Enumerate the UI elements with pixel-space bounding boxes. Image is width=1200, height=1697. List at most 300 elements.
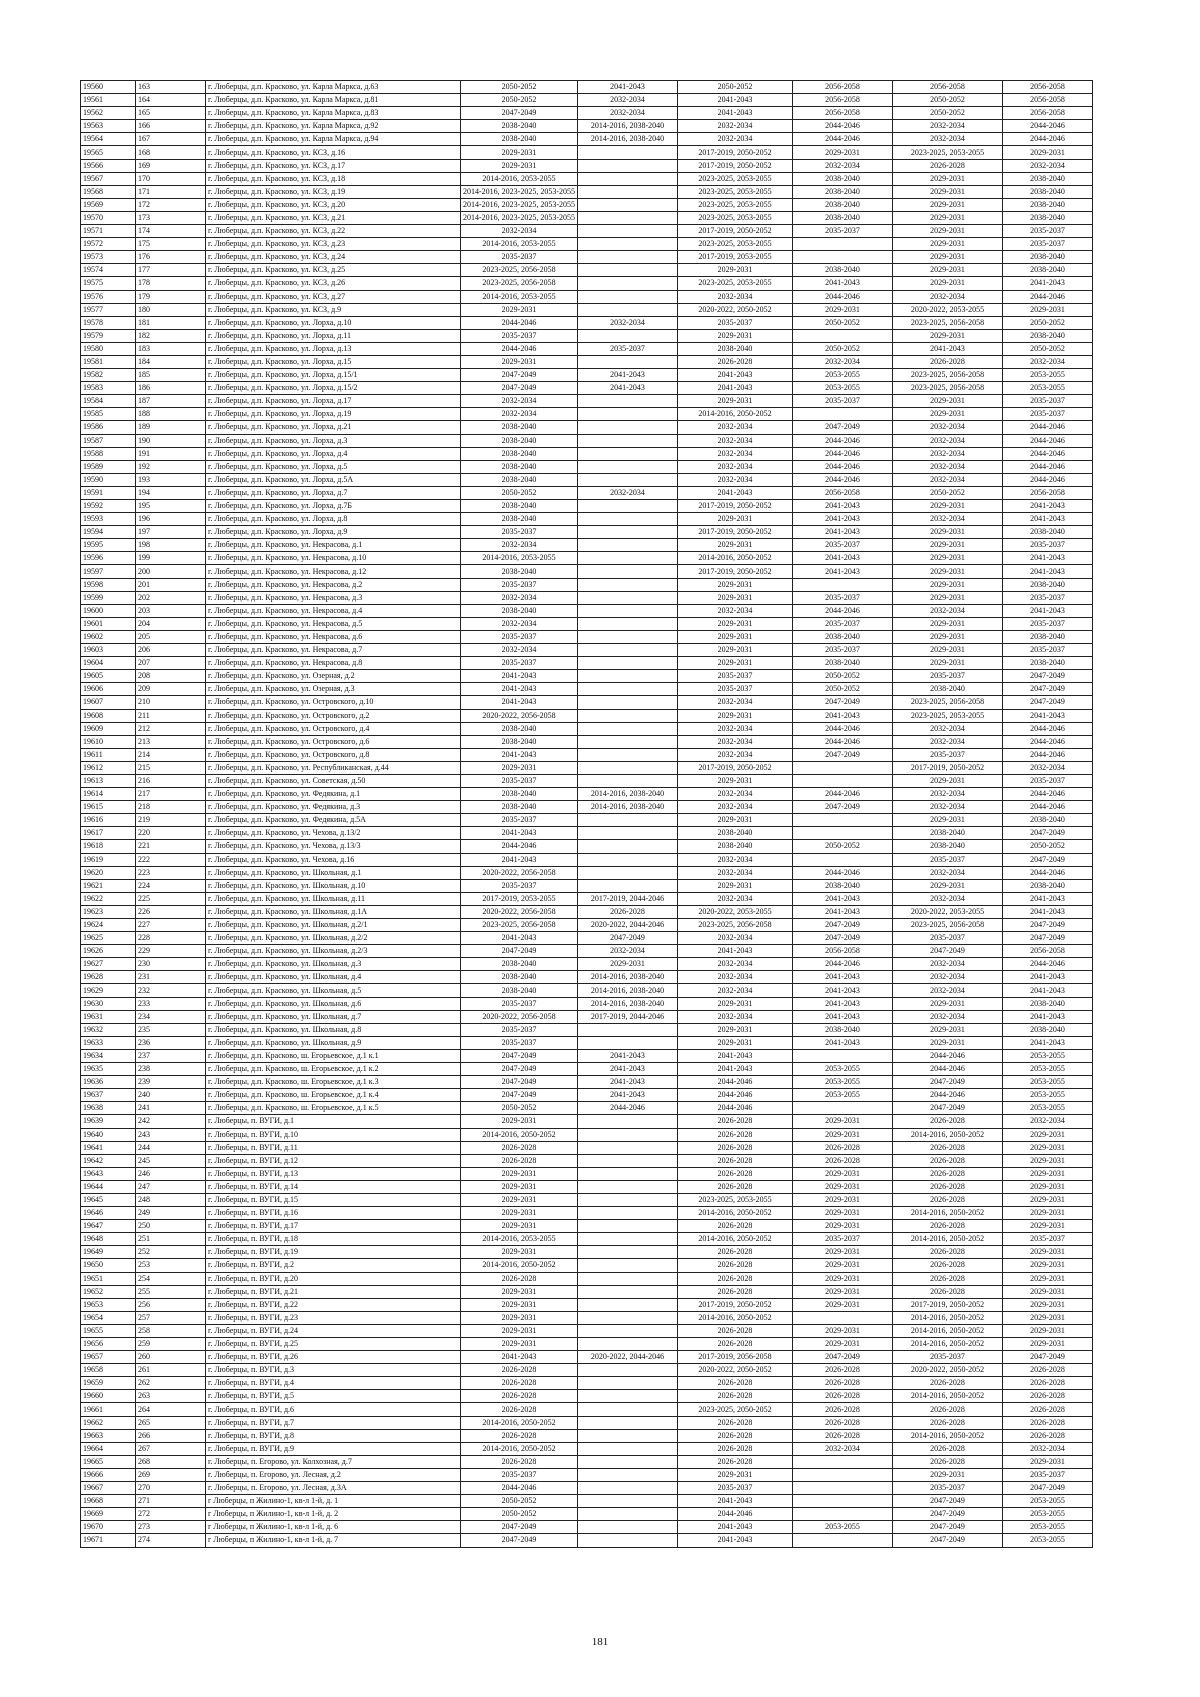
index-cell: 223 — [136, 866, 206, 879]
period-cell: 2032-2034 — [793, 159, 893, 172]
period-cell: 2038-2040 — [461, 447, 578, 460]
index-cell: 256 — [136, 1298, 206, 1311]
index-cell: 165 — [136, 107, 206, 120]
table-row — [81, 735, 1093, 748]
period-cell: 2029-2031 — [678, 630, 793, 643]
address-cell: г. Люберцы, д.п. Красково, ул. Федякина, д.5А — [206, 814, 461, 827]
period-cell: 2053-2055 — [1003, 1521, 1093, 1534]
period-cell: 2026-2028 — [678, 1442, 793, 1455]
period-cell: 2035-2037 — [793, 225, 893, 238]
period-cell: 2017-2019, 2050-2052 — [678, 565, 793, 578]
period-cell: 2041-2043 — [1003, 892, 1093, 905]
index-cell: 252 — [136, 1246, 206, 1259]
period-cell: 2041-2043 — [1003, 1010, 1093, 1023]
period-cell: 2041-2043 — [461, 827, 578, 840]
period-cell: 2035-2037 — [461, 329, 578, 342]
period-cell: 2035-2037 — [1003, 408, 1093, 421]
table-row — [81, 447, 1093, 460]
row-number-cell: 19588 — [81, 447, 136, 460]
period-cell: 2038-2040 — [793, 630, 893, 643]
period-cell: 2026-2028 — [1003, 1364, 1093, 1377]
period-cell — [793, 761, 893, 774]
table-row — [81, 1102, 1093, 1115]
period-cell — [578, 303, 678, 316]
period-cell: 2032-2034 — [578, 945, 678, 958]
period-cell: 2026-2028 — [678, 1115, 793, 1128]
address-cell: г. Люберцы, д.п. Красково, ул. Лорха, д.7 — [206, 486, 461, 499]
period-cell: 2038-2040 — [461, 801, 578, 814]
period-cell: 2029-2031 — [893, 238, 1003, 251]
period-cell: 2041-2043 — [678, 1049, 793, 1062]
period-cell: 2026-2028 — [678, 1429, 793, 1442]
table-row — [81, 984, 1093, 997]
index-cell: 261 — [136, 1364, 206, 1377]
period-cell: 2050-2052 — [1003, 316, 1093, 329]
row-number-cell: 19604 — [81, 657, 136, 670]
table-row — [81, 1508, 1093, 1521]
row-number-cell: 19624 — [81, 919, 136, 932]
period-cell: 2023-2025, 2056-2058 — [893, 919, 1003, 932]
row-number-cell: 19568 — [81, 185, 136, 198]
index-cell: 265 — [136, 1416, 206, 1429]
row-number-cell: 19606 — [81, 683, 136, 696]
period-cell: 2041-2043 — [678, 1521, 793, 1534]
period-cell: 2047-2049 — [461, 1049, 578, 1062]
period-cell: 2017-2019, 2050-2052 — [893, 761, 1003, 774]
period-cell: 2038-2040 — [461, 735, 578, 748]
table-row — [81, 788, 1093, 801]
period-cell: 2020-2022, 2056-2058 — [461, 866, 578, 879]
index-cell: 180 — [136, 303, 206, 316]
index-cell: 184 — [136, 355, 206, 368]
period-cell: 2041-2043 — [793, 709, 893, 722]
table-row — [81, 133, 1093, 146]
period-cell: 2047-2049 — [893, 1076, 1003, 1089]
address-cell: г. Люберцы, д.п. Красково, ул. Островского, д.4 — [206, 722, 461, 735]
period-cell — [578, 670, 678, 683]
period-cell: 2053-2055 — [793, 382, 893, 395]
period-cell — [578, 1324, 678, 1337]
period-cell: 2029-2031 — [793, 1180, 893, 1193]
period-cell: 2041-2043 — [678, 945, 793, 958]
period-cell — [578, 1128, 678, 1141]
index-cell: 237 — [136, 1049, 206, 1062]
table-row — [81, 670, 1093, 683]
address-cell: г. Люберцы, д.п. Красково, ул. Лорха, д.11 — [206, 329, 461, 342]
row-number-cell: 19583 — [81, 382, 136, 395]
period-cell: 2032-2034 — [678, 788, 793, 801]
address-cell: г. Люберцы, д.п. Красково, ул. Озерная, д.3 — [206, 683, 461, 696]
period-cell — [578, 1023, 678, 1036]
period-cell: 2029-2031 — [1003, 1193, 1093, 1206]
address-cell: г. Люберцы, д.п. Красково, ул. Лорха, д.5 — [206, 460, 461, 473]
table-row — [81, 761, 1093, 774]
period-cell: 2041-2043 — [793, 984, 893, 997]
address-cell: г. Люберцы, д.п. Красково, ул. Лорха, д.10 — [206, 316, 461, 329]
period-cell: 2053-2055 — [1003, 382, 1093, 395]
period-cell: 2035-2037 — [578, 342, 678, 355]
row-number-cell: 19636 — [81, 1076, 136, 1089]
period-cell: 2023-2025, 2053-2055 — [678, 211, 793, 224]
row-number-cell: 19592 — [81, 500, 136, 513]
period-cell: 2029-2031 — [1003, 1154, 1093, 1167]
table-row — [81, 840, 1093, 853]
period-cell: 2026-2028 — [1003, 1416, 1093, 1429]
table-row — [81, 709, 1093, 722]
table-row — [81, 1259, 1093, 1272]
period-cell: 2047-2049 — [1003, 683, 1093, 696]
period-cell: 2020-2022, 2044-2046 — [578, 1351, 678, 1364]
period-cell — [578, 1429, 678, 1442]
period-cell: 2053-2055 — [1003, 1076, 1093, 1089]
period-cell: 2044-2046 — [1003, 434, 1093, 447]
table-row — [81, 1063, 1093, 1076]
period-cell: 2032-2034 — [578, 107, 678, 120]
period-cell — [578, 1285, 678, 1298]
period-cell: 2014-2016, 2053-2055 — [461, 1233, 578, 1246]
row-number-cell: 19596 — [81, 552, 136, 565]
index-cell: 205 — [136, 630, 206, 643]
row-number-cell: 19639 — [81, 1115, 136, 1128]
table-row — [81, 591, 1093, 604]
period-cell: 2017-2019, 2050-2052 — [678, 500, 793, 513]
period-cell: 2035-2037 — [461, 1468, 578, 1481]
address-cell: г. Люберцы, д.п. Красково, ул. Школьная, д.3 — [206, 958, 461, 971]
period-cell: 2041-2043 — [793, 500, 893, 513]
address-cell: г. Люберцы, д.п. Красково, ул. Лорха, д.17 — [206, 395, 461, 408]
period-cell — [793, 814, 893, 827]
period-cell: 2026-2028 — [678, 1246, 793, 1259]
table-row — [81, 827, 1093, 840]
index-cell: 213 — [136, 735, 206, 748]
period-cell: 2029-2031 — [793, 1246, 893, 1259]
address-cell: г. Люберцы, д.п. Красково, ул. Некрасова, д.8 — [206, 657, 461, 670]
row-number-cell: 19651 — [81, 1272, 136, 1285]
period-cell: 2041-2043 — [793, 1010, 893, 1023]
period-cell: 2032-2034 — [1003, 159, 1093, 172]
table-row — [81, 1220, 1093, 1233]
table-row — [81, 945, 1093, 958]
address-cell: г. Люберцы, д.п. Красково, ул. КСЗ, д.26 — [206, 277, 461, 290]
address-cell: г. Люберцы, д.п. Красково, ул. Лорха, д.3 — [206, 434, 461, 447]
row-number-cell: 19615 — [81, 801, 136, 814]
period-cell — [578, 264, 678, 277]
period-cell: 2050-2052 — [461, 94, 578, 107]
period-cell: 2044-2046 — [893, 1049, 1003, 1062]
period-cell: 2029-2031 — [793, 146, 893, 159]
period-cell: 2053-2055 — [1003, 1102, 1093, 1115]
period-cell: 2029-2031 — [793, 303, 893, 316]
period-cell: 2026-2028 — [678, 1272, 793, 1285]
period-cell: 2014-2016, 2053-2055 — [461, 290, 578, 303]
period-cell: 2023-2025, 2053-2055 — [678, 185, 793, 198]
row-number-cell: 19567 — [81, 172, 136, 185]
address-cell: г. Люберцы, д.п. Красково, ул. Федякина, д.3 — [206, 801, 461, 814]
table-row — [81, 120, 1093, 133]
index-cell: 267 — [136, 1442, 206, 1455]
period-cell: 2029-2031 — [793, 1259, 893, 1272]
period-cell: 2029-2031 — [461, 1285, 578, 1298]
period-cell: 2014-2016, 2050-2052 — [893, 1324, 1003, 1337]
period-cell: 2029-2031 — [678, 997, 793, 1010]
period-cell: 2038-2040 — [1003, 1023, 1093, 1036]
period-cell — [578, 683, 678, 696]
period-cell: 2029-2031 — [678, 644, 793, 657]
period-cell: 2029-2031 — [893, 617, 1003, 630]
period-cell: 2044-2046 — [461, 840, 578, 853]
index-cell: 182 — [136, 329, 206, 342]
address-cell: г. Люберцы, д.п. Красково, ул. КСЗ, д.22 — [206, 225, 461, 238]
period-cell: 2041-2043 — [461, 670, 578, 683]
index-cell: 233 — [136, 997, 206, 1010]
period-cell: 2044-2046 — [793, 290, 893, 303]
period-cell: 2029-2031 — [893, 814, 1003, 827]
period-cell: 2056-2058 — [793, 486, 893, 499]
period-cell: 2014-2016, 2038-2040 — [578, 997, 678, 1010]
period-cell — [578, 434, 678, 447]
table-row — [81, 1468, 1093, 1481]
period-cell: 2029-2031 — [678, 1468, 793, 1481]
period-cell: 2041-2043 — [1003, 513, 1093, 526]
period-cell: 2053-2055 — [1003, 1508, 1093, 1521]
period-cell: 2026-2028 — [678, 1285, 793, 1298]
period-cell: 2029-2031 — [893, 395, 1003, 408]
row-number-cell: 19608 — [81, 709, 136, 722]
index-cell: 163 — [136, 81, 206, 94]
address-cell: г. Люберцы, д.п. Красково, ул. Лорха, д.7Б — [206, 500, 461, 513]
address-cell: г. Люберцы, п. ВУГИ, д.11 — [206, 1141, 461, 1154]
index-cell: 171 — [136, 185, 206, 198]
period-cell: 2032-2034 — [461, 539, 578, 552]
period-cell: 2041-2043 — [678, 1534, 793, 1547]
address-cell: г. Люберцы, п. ВУГИ, д.9 — [206, 1442, 461, 1455]
table-row — [81, 1390, 1093, 1403]
table-row — [81, 1521, 1093, 1534]
row-number-cell: 19619 — [81, 853, 136, 866]
period-cell: 2032-2034 — [893, 971, 1003, 984]
index-cell: 238 — [136, 1063, 206, 1076]
period-cell: 2056-2058 — [793, 107, 893, 120]
address-cell: г. Люберцы, д.п. Красково, ул. Школьная, д.2/3 — [206, 945, 461, 958]
index-cell: 191 — [136, 447, 206, 460]
index-cell: 198 — [136, 539, 206, 552]
address-cell: г. Люберцы, п. ВУГИ, д.10 — [206, 1128, 461, 1141]
period-cell: 2047-2049 — [793, 748, 893, 761]
period-cell: 2035-2037 — [1003, 238, 1093, 251]
period-cell: 2023-2025, 2050-2052 — [678, 1403, 793, 1416]
row-number-cell: 19600 — [81, 604, 136, 617]
address-cell: г. Люберцы, п. ВУГИ, д.18 — [206, 1233, 461, 1246]
address-cell: г. Люберцы, д.п. Красково, ул. КСЗ, д.24 — [206, 251, 461, 264]
period-cell: 2044-2046 — [793, 447, 893, 460]
table-row — [81, 1115, 1093, 1128]
row-number-cell: 19575 — [81, 277, 136, 290]
period-cell: 2014-2016, 2050-2052 — [893, 1311, 1003, 1324]
period-cell: 2050-2052 — [793, 683, 893, 696]
period-cell: 2044-2046 — [793, 120, 893, 133]
period-cell: 2029-2031 — [678, 1036, 793, 1049]
period-cell: 2032-2034 — [893, 958, 1003, 971]
period-cell: 2026-2028 — [793, 1154, 893, 1167]
row-number-cell: 19637 — [81, 1089, 136, 1102]
index-cell: 220 — [136, 827, 206, 840]
row-number-cell: 19667 — [81, 1482, 136, 1495]
period-cell: 2020-2022, 2056-2058 — [461, 709, 578, 722]
period-cell — [793, 408, 893, 421]
period-cell: 2050-2052 — [461, 1495, 578, 1508]
period-cell: 2032-2034 — [678, 984, 793, 997]
table-row — [81, 264, 1093, 277]
period-cell: 2050-2052 — [893, 107, 1003, 120]
index-cell: 262 — [136, 1377, 206, 1390]
period-cell: 2044-2046 — [1003, 133, 1093, 146]
period-cell — [578, 814, 678, 827]
address-cell: г. Люберцы, д.п. Красково, ул. Лорха, д.21 — [206, 421, 461, 434]
period-cell: 2020-2022, 2053-2055 — [893, 303, 1003, 316]
period-cell: 2041-2043 — [793, 565, 893, 578]
period-cell: 2044-2046 — [578, 1102, 678, 1115]
address-cell: г. Люберцы, п. ВУГИ, д.15 — [206, 1193, 461, 1206]
address-cell: г. Люберцы, п. ВУГИ, д.23 — [206, 1311, 461, 1324]
period-cell — [578, 774, 678, 787]
table-row — [81, 473, 1093, 486]
period-cell: 2020-2022, 2050-2052 — [893, 1364, 1003, 1377]
index-cell: 187 — [136, 395, 206, 408]
period-cell: 2038-2040 — [461, 788, 578, 801]
index-cell: 274 — [136, 1534, 206, 1547]
period-cell: 2044-2046 — [1003, 460, 1093, 473]
period-cell: 2026-2028 — [1003, 1377, 1093, 1390]
period-cell: 2053-2055 — [793, 1521, 893, 1534]
period-cell: 2029-2031 — [893, 1023, 1003, 1036]
period-cell: 2032-2034 — [1003, 761, 1093, 774]
period-cell: 2032-2034 — [893, 133, 1003, 146]
period-cell: 2038-2040 — [793, 211, 893, 224]
period-cell: 2029-2031 — [678, 539, 793, 552]
index-cell: 251 — [136, 1233, 206, 1246]
period-cell: 2026-2028 — [893, 1285, 1003, 1298]
table-row — [81, 774, 1093, 787]
period-cell: 2032-2034 — [678, 958, 793, 971]
period-cell: 2026-2028 — [893, 1455, 1003, 1468]
period-cell: 2029-2031 — [893, 198, 1003, 211]
period-cell: 2026-2028 — [461, 1154, 578, 1167]
period-cell: 2014-2016, 2038-2040 — [578, 984, 678, 997]
period-cell: 2029-2031 — [678, 591, 793, 604]
table-row — [81, 1272, 1093, 1285]
row-number-cell: 19614 — [81, 788, 136, 801]
period-cell: 2035-2037 — [678, 670, 793, 683]
period-cell: 2029-2031 — [1003, 1141, 1093, 1154]
period-cell — [578, 185, 678, 198]
period-cell: 2041-2043 — [793, 526, 893, 539]
period-cell: 2047-2049 — [461, 369, 578, 382]
period-cell: 2047-2049 — [461, 107, 578, 120]
period-cell: 2050-2052 — [893, 486, 1003, 499]
table-row — [81, 1036, 1093, 1049]
index-cell: 179 — [136, 290, 206, 303]
period-cell: 2032-2034 — [678, 853, 793, 866]
row-number-cell: 19562 — [81, 107, 136, 120]
period-cell: 2014-2016, 2038-2040 — [578, 801, 678, 814]
period-cell: 2041-2043 — [793, 997, 893, 1010]
period-cell — [578, 735, 678, 748]
period-cell — [578, 1193, 678, 1206]
period-cell: 2044-2046 — [1003, 120, 1093, 133]
index-cell: 168 — [136, 146, 206, 159]
row-number-cell: 19594 — [81, 526, 136, 539]
period-cell: 2032-2034 — [678, 447, 793, 460]
period-cell: 2026-2028 — [893, 1193, 1003, 1206]
period-cell: 2026-2028 — [461, 1455, 578, 1468]
row-number-cell: 19643 — [81, 1167, 136, 1180]
address-cell: г. Люберцы, д.п. Красково, ул. КСЗ, д.25 — [206, 264, 461, 277]
table-row — [81, 211, 1093, 224]
index-cell: 268 — [136, 1455, 206, 1468]
address-cell: г. Люберцы, д.п. Красково, ул. Карла Маркса, д.92 — [206, 120, 461, 133]
address-cell: г. Люберцы, д.п. Красково, ш. Егорьевское, д.1 к.2 — [206, 1063, 461, 1076]
period-cell — [578, 578, 678, 591]
period-cell: 2014-2016, 2050-2052 — [678, 1311, 793, 1324]
period-cell: 2041-2043 — [793, 971, 893, 984]
period-cell: 2023-2025, 2053-2055 — [678, 198, 793, 211]
row-number-cell: 19574 — [81, 264, 136, 277]
period-cell: 2026-2028 — [678, 1338, 793, 1351]
period-cell: 2014-2016, 2050-2052 — [678, 408, 793, 421]
period-cell: 2029-2031 — [578, 958, 678, 971]
row-number-cell: 19662 — [81, 1416, 136, 1429]
period-cell: 2038-2040 — [1003, 997, 1093, 1010]
address-cell: г. Люберцы, п. ВУГИ, д.25 — [206, 1338, 461, 1351]
period-cell: 2047-2049 — [793, 801, 893, 814]
row-number-cell: 19638 — [81, 1102, 136, 1115]
period-cell: 2038-2040 — [893, 827, 1003, 840]
period-cell: 2017-2019, 2050-2052 — [678, 159, 793, 172]
period-cell — [578, 866, 678, 879]
index-cell: 211 — [136, 709, 206, 722]
index-cell: 270 — [136, 1482, 206, 1495]
period-cell: 2041-2043 — [1003, 905, 1093, 918]
index-cell: 229 — [136, 945, 206, 958]
period-cell: 2044-2046 — [678, 1089, 793, 1102]
period-cell: 2038-2040 — [1003, 329, 1093, 342]
period-cell: 2032-2034 — [893, 1010, 1003, 1023]
period-cell — [578, 1272, 678, 1285]
table-row — [81, 1403, 1093, 1416]
period-cell: 2029-2031 — [893, 565, 1003, 578]
period-cell: 2038-2040 — [793, 657, 893, 670]
period-cell: 2056-2058 — [1003, 94, 1093, 107]
table-row — [81, 552, 1093, 565]
index-cell: 204 — [136, 617, 206, 630]
period-cell: 2032-2034 — [893, 801, 1003, 814]
period-cell: 2026-2028 — [893, 1167, 1003, 1180]
address-cell: г. Люберцы, д.п. Красково, ул. Лорха, д.15/1 — [206, 369, 461, 382]
table-row — [81, 342, 1093, 355]
address-cell: г. Люберцы, д.п. Красково, ул. Школьная, д.8 — [206, 1023, 461, 1036]
index-cell: 167 — [136, 133, 206, 146]
period-cell — [578, 355, 678, 368]
period-cell — [578, 552, 678, 565]
period-cell: 2038-2040 — [678, 827, 793, 840]
period-cell: 2044-2046 — [1003, 748, 1093, 761]
period-cell: 2029-2031 — [893, 552, 1003, 565]
period-cell — [578, 709, 678, 722]
period-cell: 2047-2049 — [1003, 853, 1093, 866]
period-cell: 2038-2040 — [1003, 879, 1093, 892]
period-cell: 2029-2031 — [893, 500, 1003, 513]
index-cell: 177 — [136, 264, 206, 277]
